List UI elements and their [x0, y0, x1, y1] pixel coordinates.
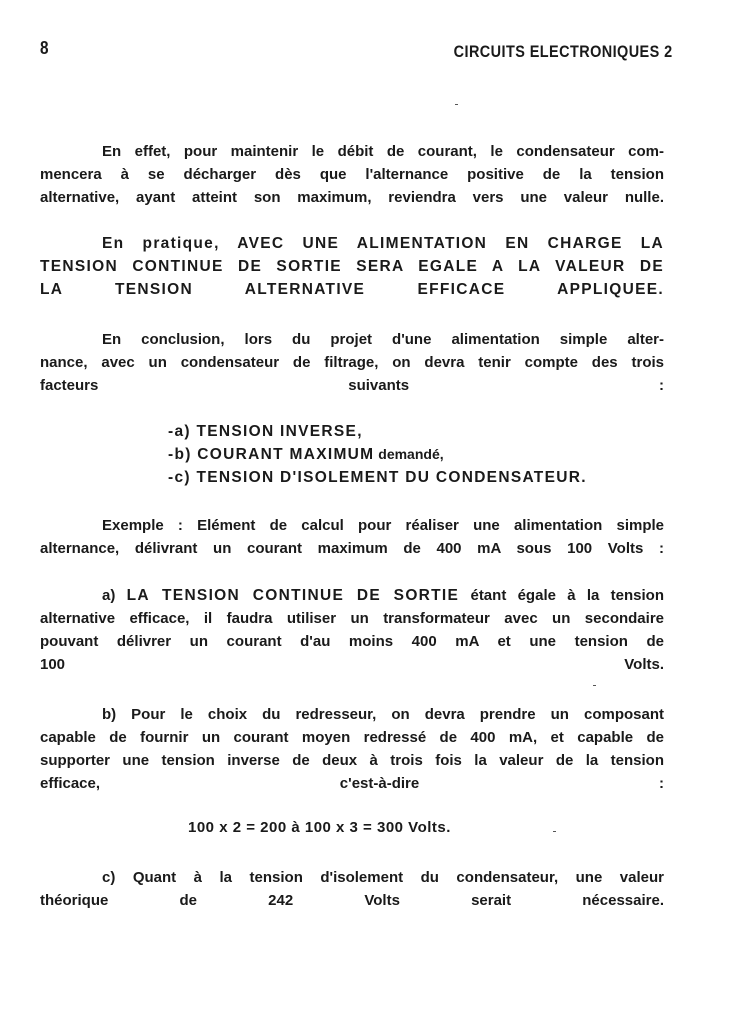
text-line: En effet, pour maintenir le débit de courant, le condensateur com-: [102, 143, 664, 160]
text-line: [40, 584, 664, 607]
lead-rest: étant égale à la tension: [459, 587, 664, 604]
list-item-b-caps: -b) COURANT MAXIMUM: [168, 446, 375, 463]
factor-list: [168, 420, 587, 489]
text-line: alternative, ayant atteint son maximum, reviendra vers une valeur nulle.: [40, 189, 664, 206]
list-item-c: -c) TENSION D'ISOLEMENT DU CONDENSATEUR.: [168, 469, 587, 486]
text-line: c) Quant à la tension d'isolement du condensateur, une valeur: [102, 869, 664, 886]
paragraph-example: [40, 514, 664, 560]
text-line: facteurs suivants :: [40, 377, 664, 394]
text-line: Exemple : Elément de calcul pour réaliser une alimentation simple: [102, 517, 664, 534]
text-line: capable de fournir un courant moyen redressé de 400 mA, et capable de: [40, 729, 664, 746]
list-item-b: [168, 443, 587, 466]
text-line: En conclusion, lors du projet d'une alimentation simple alter-: [102, 331, 664, 348]
text-line: 100 Volts.: [40, 656, 664, 673]
text-line: nance, avec un condensateur de filtrage, on devra tenir compte des trois: [40, 354, 664, 371]
formula: 100 x 2 = 200 à 100 x 3 = 300 Volts.: [188, 819, 451, 836]
scan-speck: [593, 685, 596, 686]
list-item-b-rest: demandé,: [374, 446, 444, 462]
lead-plain: a): [102, 587, 127, 604]
running-title: CIRCUITS ELECTRONIQUES 2: [454, 42, 673, 61]
text-line: alternative efficace, il faudra utiliser un transformateur avec un secondaire: [40, 610, 664, 627]
paragraph-1: [40, 140, 664, 209]
text-line: efficace, c'est-à-dire :: [40, 775, 664, 792]
text-line: supporter une tension inverse de deux à trois fois la valeur de la tension: [40, 752, 664, 769]
text-line: pouvant délivrer un courant d'au moins 400 mA et une tension de: [40, 633, 664, 650]
paragraph-a: [40, 584, 664, 676]
text-line: LA TENSION ALTERNATIVE EFFICACE APPLIQUEE.: [40, 281, 664, 298]
text-line: En pratique, AVEC UNE ALIMENTATION EN CHARGE LA: [102, 235, 664, 252]
text-line: TENSION CONTINUE DE SORTIE SERA EGALE A LA VALEUR DE: [40, 258, 664, 275]
paragraph-2: [40, 232, 664, 301]
lead-caps: LA TENSION CONTINUE DE SORTIE: [126, 587, 460, 604]
paragraph-c: [40, 866, 664, 912]
text-line: théorique de 242 Volts serait nécessaire.: [40, 892, 664, 909]
paragraph-3: [40, 328, 664, 397]
page-number: 8: [40, 38, 49, 58]
scan-speck: [553, 831, 556, 832]
text-line: mencera à se décharger dès que l'alternance positive de la tension: [40, 166, 664, 183]
text-line: alternance, délivrant un courant maximum de 400 mA sous 100 Volts :: [40, 540, 664, 557]
text-line: b) Pour le choix du redresseur, on devra prendre un composant: [102, 706, 664, 723]
list-item-a: -a) TENSION INVERSE,: [168, 423, 363, 440]
scan-speck: [455, 104, 458, 105]
paragraph-b: [40, 703, 664, 795]
